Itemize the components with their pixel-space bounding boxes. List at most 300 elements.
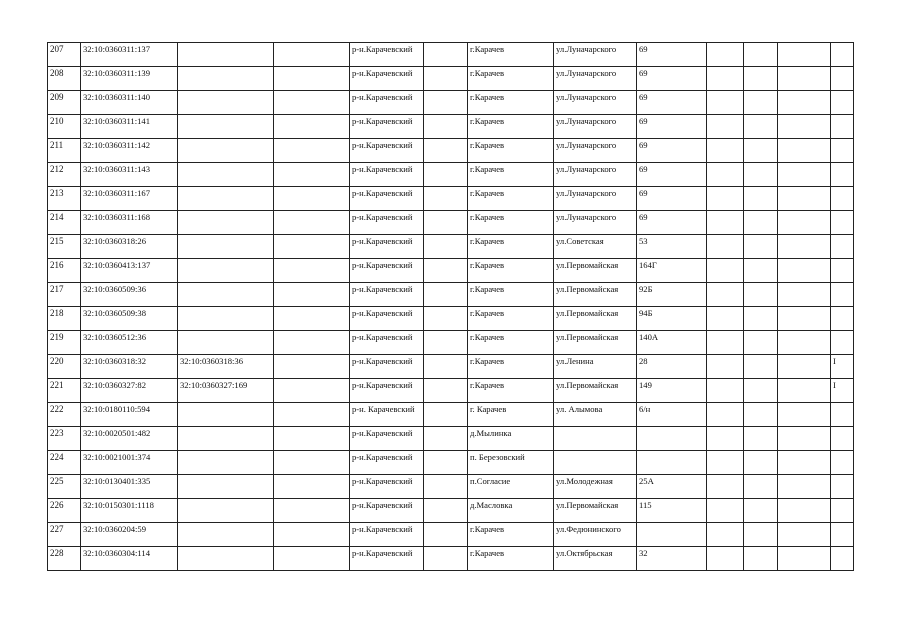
column-11-cell [744,307,778,331]
locality-cell: г.Карачев [468,115,554,139]
column-10-cell [707,379,744,403]
cadastral-number-cell: 32:10:0360318:32 [81,355,178,379]
table-row [48,67,854,91]
house-number-cell [637,427,707,451]
column-10-cell [707,67,744,91]
cadastral-number-2-cell [178,235,274,259]
column-6-cell [424,331,468,355]
cadastral-number-2-cell [178,283,274,307]
house-number-cell: 25А [637,475,707,499]
column-13-cell [831,523,854,547]
table-row [48,427,854,451]
locality-cell: г.Карачев [468,307,554,331]
locality-cell: д.Масловка [468,499,554,523]
row-number-cell: 226 [48,499,81,523]
column-4-cell [274,163,350,187]
street-cell: ул.Луначарского [554,163,637,187]
column-10-cell [707,307,744,331]
district-cell: р-н.Карачевский [350,163,424,187]
column-11-cell [744,235,778,259]
locality-cell: г.Карачев [468,91,554,115]
column-11-cell [744,91,778,115]
table-row [48,211,854,235]
column-6-cell [424,235,468,259]
cadastral-number-2-cell [178,307,274,331]
column-6-cell [424,355,468,379]
locality-cell: г.Карачев [468,355,554,379]
column-11-cell [744,475,778,499]
column-13-cell [831,307,854,331]
cadastral-number-2-cell [178,67,274,91]
column-13-cell [831,235,854,259]
column-4-cell [274,115,350,139]
house-number-cell: 69 [637,67,707,91]
column-4-cell [274,211,350,235]
cadastral-number-cell: 32:10:0360512:36 [81,331,178,355]
column-4-cell [274,331,350,355]
cadastral-number-2-cell [178,43,274,67]
district-cell: р-н.Карачевский [350,139,424,163]
table-row [48,283,854,307]
column-11-cell [744,523,778,547]
row-number-cell: 209 [48,91,81,115]
table-row [48,403,854,427]
column-12-cell [778,331,831,355]
column-12-cell [778,307,831,331]
column-13-cell [831,139,854,163]
column-4-cell [274,451,350,475]
table-row [48,235,854,259]
street-cell: ул.Первомайская [554,283,637,307]
street-cell: ул.Ленина [554,355,637,379]
street-cell: ул.Первомайская [554,499,637,523]
column-10-cell [707,499,744,523]
column-11-cell [744,163,778,187]
cadastral-number-cell: 32:10:0360509:36 [81,283,178,307]
cadastral-number-cell: 32:10:0130401:335 [81,475,178,499]
column-10-cell [707,187,744,211]
house-number-cell: 69 [637,115,707,139]
row-number-cell: 210 [48,115,81,139]
column-11-cell [744,187,778,211]
column-4-cell [274,91,350,115]
table-row [48,43,854,67]
column-10-cell [707,403,744,427]
locality-cell: д.Мылинка [468,427,554,451]
row-number-cell: 225 [48,475,81,499]
cadastral-number-cell: 32:10:0020501:482 [81,427,178,451]
district-cell: р-н.Карачевский [350,187,424,211]
column-12-cell [778,43,831,67]
column-12-cell [778,403,831,427]
house-number-cell: 69 [637,139,707,163]
column-4-cell [274,259,350,283]
cadastral-number-2-cell [178,139,274,163]
street-cell: ул.Советская [554,235,637,259]
house-number-cell: 140А [637,331,707,355]
column-10-cell [707,523,744,547]
locality-cell: г.Карачев [468,283,554,307]
house-number-cell [637,523,707,547]
street-cell [554,427,637,451]
column-13-cell [831,259,854,283]
column-4-cell [274,307,350,331]
table-row [48,307,854,331]
table-row [48,187,854,211]
column-11-cell [744,139,778,163]
cadastral-number-cell: 32:10:0360318:26 [81,235,178,259]
cadastral-number-cell: 32:10:0360413:137 [81,259,178,283]
column-6-cell [424,43,468,67]
locality-cell: г.Карачев [468,211,554,235]
street-cell: ул.Луначарского [554,67,637,91]
column-12-cell [778,139,831,163]
column-6-cell [424,115,468,139]
column-11-cell [744,259,778,283]
column-4-cell [274,67,350,91]
column-12-cell [778,259,831,283]
column-12-cell [778,499,831,523]
house-number-cell: 92Б [637,283,707,307]
table-row [48,259,854,283]
street-cell: ул. Алымова [554,403,637,427]
district-cell: р-н.Карачевский [350,331,424,355]
table-row [48,163,854,187]
column-10-cell [707,259,744,283]
locality-cell: г.Карачев [468,163,554,187]
cadastral-number-cell: 32:10:0360311:168 [81,211,178,235]
column-13-cell [831,403,854,427]
house-number-cell: 69 [637,91,707,115]
table-row [48,379,854,403]
district-cell: р-н.Карачевский [350,379,424,403]
column-12-cell [778,523,831,547]
column-13-cell [831,67,854,91]
street-cell: ул.Луначарского [554,211,637,235]
cadastral-number-2-cell [178,259,274,283]
table-row [48,547,854,571]
cadastral-number-2-cell [178,403,274,427]
house-number-cell: 149 [637,379,707,403]
district-cell: р-н.Карачевский [350,43,424,67]
row-number-cell: 221 [48,379,81,403]
row-number-cell: 214 [48,211,81,235]
column-13-cell [831,451,854,475]
column-13-cell [831,331,854,355]
locality-cell: г.Карачев [468,187,554,211]
district-cell: р-н.Карачевский [350,547,424,571]
column-6-cell [424,451,468,475]
column-12-cell [778,187,831,211]
column-4-cell [274,43,350,67]
table-row [48,115,854,139]
district-cell: р-н.Карачевский [350,283,424,307]
column-4-cell [274,475,350,499]
district-cell: р-н.Карачевский [350,451,424,475]
row-number-cell: 224 [48,451,81,475]
cadastral-number-cell: 32:10:0360304:114 [81,547,178,571]
district-cell: р-н.Карачевский [350,259,424,283]
house-number-cell: 69 [637,187,707,211]
column-11-cell [744,355,778,379]
locality-cell: п. Березовский [468,451,554,475]
house-number-cell [637,451,707,475]
row-number-cell: 211 [48,139,81,163]
registry-table [47,42,854,571]
column-6-cell [424,523,468,547]
column-4-cell [274,283,350,307]
street-cell: ул.Луначарского [554,91,637,115]
table-row [48,451,854,475]
column-10-cell [707,355,744,379]
column-11-cell [744,499,778,523]
district-cell: р-н.Карачевский [350,235,424,259]
column-6-cell [424,403,468,427]
column-12-cell [778,91,831,115]
cadastral-number-cell: 32:10:0360311:141 [81,115,178,139]
cadastral-number-2-cell [178,523,274,547]
row-number-cell: 216 [48,259,81,283]
column-4-cell [274,427,350,451]
locality-cell: г.Карачев [468,67,554,91]
column-13-cell [831,163,854,187]
column-4-cell [274,523,350,547]
column-13-cell: I [831,355,854,379]
cadastral-number-2-cell [178,187,274,211]
row-number-cell: 207 [48,43,81,67]
column-6-cell [424,475,468,499]
district-cell: р-н.Карачевский [350,523,424,547]
cadastral-number-2-cell [178,475,274,499]
street-cell: ул.Луначарского [554,139,637,163]
locality-cell: г.Карачев [468,523,554,547]
district-cell: р-н.Карачевский [350,115,424,139]
table-row [48,523,854,547]
column-13-cell [831,115,854,139]
street-cell: ул.Первомайская [554,259,637,283]
column-11-cell [744,403,778,427]
column-4-cell [274,403,350,427]
house-number-cell: 69 [637,163,707,187]
table-row [48,355,854,379]
cadastral-number-2-cell: 32:10:0360318:36 [178,355,274,379]
column-6-cell [424,163,468,187]
cadastral-number-2-cell [178,451,274,475]
column-12-cell [778,283,831,307]
district-cell: р-н.Карачевский [350,475,424,499]
table-body [48,43,854,571]
column-11-cell [744,43,778,67]
column-12-cell [778,379,831,403]
locality-cell: г.Карачев [468,43,554,67]
cadastral-number-2-cell [178,547,274,571]
column-6-cell [424,427,468,451]
column-12-cell [778,355,831,379]
column-13-cell [831,43,854,67]
table-row [48,331,854,355]
column-6-cell [424,91,468,115]
locality-cell: г. Карачев [468,403,554,427]
column-10-cell [707,235,744,259]
cadastral-number-cell: 32:10:0360311:137 [81,43,178,67]
table-row [48,91,854,115]
column-6-cell [424,259,468,283]
cadastral-number-2-cell: 32:10:0360327:169 [178,379,274,403]
column-4-cell [274,139,350,163]
column-4-cell [274,235,350,259]
street-cell: ул.Луначарского [554,115,637,139]
column-10-cell [707,211,744,235]
locality-cell: г.Карачев [468,235,554,259]
district-cell: р-н.Карачевский [350,307,424,331]
row-number-cell: 208 [48,67,81,91]
column-13-cell [831,91,854,115]
column-10-cell [707,115,744,139]
house-number-cell: 53 [637,235,707,259]
cadastral-number-cell: 32:10:0360311:142 [81,139,178,163]
row-number-cell: 215 [48,235,81,259]
district-cell: р-н.Карачевский [350,91,424,115]
cadastral-number-cell: 32:10:0150301:1118 [81,499,178,523]
house-number-cell: 32 [637,547,707,571]
district-cell: р-н.Карачевский [350,211,424,235]
district-cell: р-н.Карачевский [350,499,424,523]
column-4-cell [274,355,350,379]
column-12-cell [778,475,831,499]
column-13-cell [831,283,854,307]
column-11-cell [744,115,778,139]
column-6-cell [424,187,468,211]
cadastral-number-2-cell [178,163,274,187]
column-4-cell [274,499,350,523]
column-6-cell [424,307,468,331]
row-number-cell: 212 [48,163,81,187]
column-10-cell [707,475,744,499]
cadastral-number-2-cell [178,331,274,355]
cadastral-number-2-cell [178,211,274,235]
column-13-cell: I [831,379,854,403]
column-13-cell [831,547,854,571]
house-number-cell: 115 [637,499,707,523]
locality-cell: г.Карачев [468,331,554,355]
column-6-cell [424,499,468,523]
column-6-cell [424,211,468,235]
column-6-cell [424,379,468,403]
column-12-cell [778,211,831,235]
district-cell: р-н.Карачевский [350,427,424,451]
row-number-cell: 218 [48,307,81,331]
locality-cell: п.Согласие [468,475,554,499]
district-cell: р-н. Карачевский [350,403,424,427]
row-number-cell: 223 [48,427,81,451]
column-6-cell [424,547,468,571]
column-10-cell [707,163,744,187]
column-12-cell [778,235,831,259]
column-10-cell [707,331,744,355]
cadastral-number-cell: 32:10:0360311:139 [81,67,178,91]
cadastral-number-2-cell [178,499,274,523]
column-6-cell [424,67,468,91]
house-number-cell: 69 [637,211,707,235]
street-cell: ул.Федюнинского [554,523,637,547]
column-4-cell [274,379,350,403]
column-10-cell [707,139,744,163]
cadastral-number-cell: 32:10:0021001:374 [81,451,178,475]
column-11-cell [744,283,778,307]
row-number-cell: 213 [48,187,81,211]
column-11-cell [744,379,778,403]
column-13-cell [831,187,854,211]
street-cell: ул.Октябрьская [554,547,637,571]
cadastral-number-cell: 32:10:0360204:59 [81,523,178,547]
row-number-cell: 227 [48,523,81,547]
cadastral-number-2-cell [178,91,274,115]
cadastral-number-cell: 32:10:0180110:594 [81,403,178,427]
column-12-cell [778,163,831,187]
column-10-cell [707,91,744,115]
house-number-cell: 6/н [637,403,707,427]
house-number-cell: 164Г [637,259,707,283]
column-13-cell [831,211,854,235]
row-number-cell: 222 [48,403,81,427]
column-6-cell [424,139,468,163]
column-12-cell [778,115,831,139]
cadastral-number-2-cell [178,427,274,451]
table-row [48,139,854,163]
column-10-cell [707,427,744,451]
district-cell: р-н.Карачевский [350,355,424,379]
row-number-cell: 228 [48,547,81,571]
row-number-cell: 217 [48,283,81,307]
cadastral-number-cell: 32:10:0360509:38 [81,307,178,331]
cadastral-number-cell: 32:10:0360311:167 [81,187,178,211]
district-cell: р-н.Карачевский [350,67,424,91]
street-cell: ул.Первомайская [554,379,637,403]
locality-cell: г.Карачев [468,547,554,571]
cadastral-number-cell: 32:10:0360327:82 [81,379,178,403]
column-10-cell [707,547,744,571]
street-cell: ул.Молодежная [554,475,637,499]
street-cell [554,451,637,475]
column-12-cell [778,67,831,91]
table-row [48,499,854,523]
house-number-cell: 28 [637,355,707,379]
column-13-cell [831,499,854,523]
row-number-cell: 220 [48,355,81,379]
table-row [48,475,854,499]
column-13-cell [831,475,854,499]
cadastral-number-cell: 32:10:0360311:140 [81,91,178,115]
column-10-cell [707,451,744,475]
column-12-cell [778,451,831,475]
street-cell: ул.Луначарского [554,187,637,211]
column-11-cell [744,211,778,235]
cadastral-number-2-cell [178,115,274,139]
column-11-cell [744,427,778,451]
house-number-cell: 69 [637,43,707,67]
locality-cell: г.Карачев [468,259,554,283]
column-4-cell [274,547,350,571]
column-13-cell [831,427,854,451]
column-12-cell [778,427,831,451]
cadastral-number-cell: 32:10:0360311:143 [81,163,178,187]
column-11-cell [744,547,778,571]
column-12-cell [778,547,831,571]
column-4-cell [274,187,350,211]
street-cell: ул.Луначарского [554,43,637,67]
row-number-cell: 219 [48,331,81,355]
column-10-cell [707,283,744,307]
